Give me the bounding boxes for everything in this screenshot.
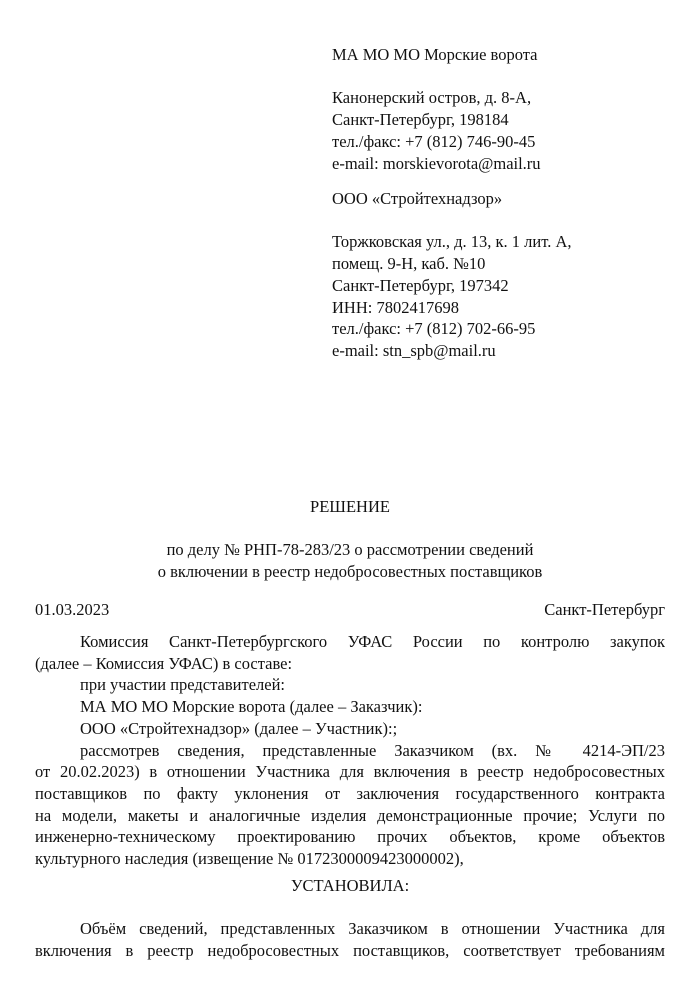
decision-subtitle (0, 539, 700, 582)
participant-address-line3: Санкт-Петербург, 197342 (332, 275, 509, 295)
considered-line4: на модели, макеты и аналогичные изделия демонстрационные прочие; Услуги по (35, 805, 665, 825)
commission-line2: (далее – Комиссия УФАС) в составе: (35, 653, 293, 673)
customer-address-line1: Канонерский остров, д. 8-А, (332, 88, 532, 108)
participant-address-block (332, 188, 672, 362)
decision-subtitle-line1: по делу № РНП-78-283/23 о рассмотрении сведений (166, 540, 534, 559)
participant-email: e-mail: stn_spb@mail.ru (332, 340, 496, 360)
customer-address-line2: Санкт-Петербург, 198184 (332, 110, 509, 130)
decision-heading: РЕШЕНИЕ (310, 497, 390, 516)
considered-line3: поставщиков по факту уклонения от заключения государственного контракта (35, 783, 665, 803)
participant-inn: ИНН: 7802417698 (332, 297, 459, 317)
representative-participant: ООО «Стройтехнадзор» (далее – Участник):; (80, 718, 398, 738)
decision-date: 01.03.2023 (35, 600, 110, 619)
participant-address-line1: Торжковская ул., д. 13, к. 1 лит. А, (332, 232, 572, 252)
final-line1: Объём сведений, представленных Заказчиком в отношении Участника для (80, 919, 665, 938)
participant-phone: тел./факс: +7 (812) 702-66-95 (332, 319, 536, 339)
considered-line2: от 20.02.2023) в отношении Участника для включения в реестр недобросовестных (35, 762, 665, 782)
customer-name: МА МО МО Морские ворота (332, 45, 538, 64)
considered-line5: инженерно-техническому проектированию прочих объектов, кроме объектов (35, 827, 665, 847)
considered-line6: культурного наследия (извещение № 0172300009423000002), (35, 849, 464, 869)
decision-subtitle-line2: о включении в реестр недобросовестных поставщиков (157, 561, 543, 581)
final-line2: включения в реестр недобросовестных поставщиков, соответствует требованиям (35, 940, 665, 960)
established-heading: УСТАНОВИЛА: (290, 876, 410, 895)
decision-city: Санкт-Петербург (544, 600, 665, 619)
final-paragraph (35, 918, 665, 961)
with-representatives: при участии представителей: (80, 675, 285, 695)
customer-phone: тел./факс: +7 (812) 746-90-45 (332, 131, 536, 151)
customer-email: e-mail: morskievorota@mail.ru (332, 153, 541, 173)
commission-paragraph (35, 631, 665, 870)
commission-line1: Комиссия Санкт-Петербургского УФАС России по контролю закупок (80, 632, 665, 651)
participant-name: ООО «Стройтехнадзор» (332, 189, 503, 208)
date-city-row (35, 599, 665, 621)
representative-customer: МА МО МО Морские ворота (далее – Заказчик): (80, 697, 423, 717)
considered-line1: рассмотрев сведения, представленные Заказчиком (вх. № 4214-ЭП/23 (80, 740, 665, 760)
customer-address-block (332, 44, 672, 174)
participant-address-line2: помещ. 9-Н, каб. №10 (332, 254, 486, 274)
